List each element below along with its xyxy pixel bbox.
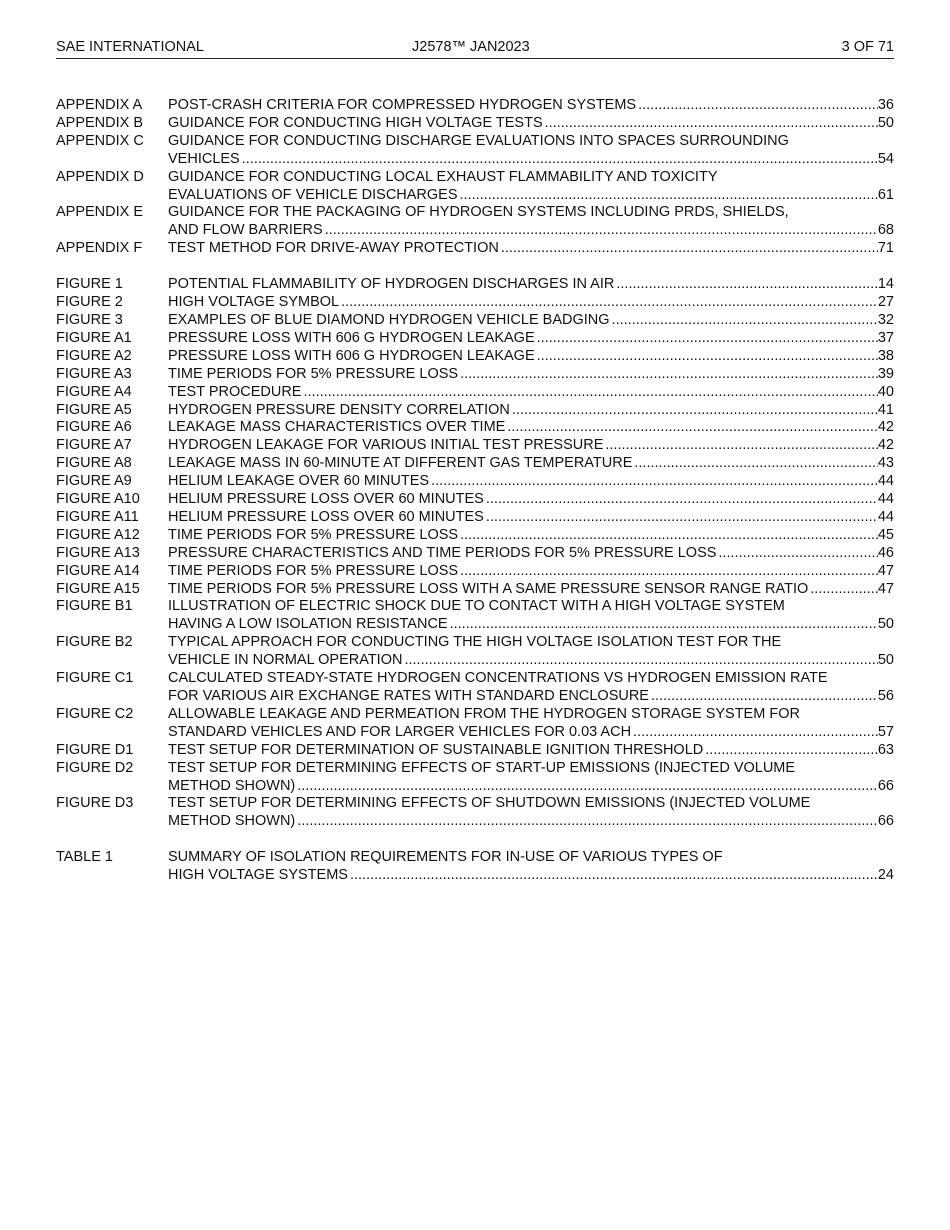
toc-entry — [56, 240, 894, 258]
toc-entry — [56, 204, 894, 240]
dot-leader — [484, 509, 878, 527]
toc-entry-body — [168, 509, 894, 527]
dot-leader — [301, 384, 877, 402]
toc-entry-label: FIGURE 3 — [56, 311, 123, 328]
toc-entry-last-line — [168, 348, 894, 366]
toc-entry-label: FIGURE D3 — [56, 795, 134, 812]
toc-entry-body — [168, 634, 894, 670]
toc-entry-body — [168, 491, 894, 509]
toc-entry — [56, 419, 894, 437]
toc-entry — [56, 670, 894, 706]
toc-entry-last-line — [168, 867, 894, 885]
toc-entry-last-line — [168, 366, 894, 384]
toc-entry-label: APPENDIX F — [56, 240, 143, 257]
toc-entry — [56, 402, 894, 420]
toc-entry-title-line: PRESSURE CHARACTERISTICS AND TIME PERIODS FOR 5% PRESSURE LOSS — [168, 544, 717, 561]
toc-entry-title-line: EVALUATIONS OF VEHICLE DISCHARGES — [168, 186, 458, 203]
toc-entry — [56, 312, 894, 330]
toc-entry-label: TABLE 1 — [56, 849, 113, 866]
toc-entry-body — [168, 240, 894, 258]
dot-leader — [323, 222, 878, 240]
dot-leader — [716, 545, 877, 563]
toc-entry-label: FIGURE 1 — [56, 276, 123, 293]
toc-entry-last-line — [168, 419, 894, 437]
toc-entry-label: APPENDIX D — [56, 168, 144, 185]
toc-entry-last-line — [168, 616, 894, 634]
dot-leader — [614, 276, 878, 294]
toc-entry-body — [168, 849, 894, 885]
toc-entry-body — [168, 384, 894, 402]
toc-entry-label: FIGURE A13 — [56, 544, 140, 561]
toc-entry — [56, 276, 894, 294]
toc-entry — [56, 491, 894, 509]
table-of-contents — [56, 97, 894, 903]
toc-entry-page-number: 45 — [877, 526, 894, 543]
dot-leader — [543, 115, 878, 133]
toc-entry-label: FIGURE A11 — [56, 508, 139, 525]
toc-entry — [56, 795, 894, 831]
toc-entry-title-line: GUIDANCE FOR THE PACKAGING OF HYDROGEN SYSTEMS INCLUDING PRDS, SHIELDS, — [168, 204, 789, 221]
toc-entry-page-number: 46 — [877, 544, 894, 561]
toc-entry — [56, 473, 894, 491]
toc-entry-title-line: HYDROGEN PRESSURE DENSITY CORRELATION — [168, 401, 510, 418]
toc-entry-body — [168, 169, 894, 205]
toc-entry-page-number: 36 — [877, 97, 894, 113]
dot-leader — [339, 294, 878, 312]
toc-entry-page-number: 42 — [877, 419, 894, 436]
toc-entry-last-line — [168, 724, 894, 742]
toc-entry-page-number: 27 — [877, 294, 894, 311]
dot-leader — [632, 455, 877, 473]
header-organization: SAE INTERNATIONAL — [56, 39, 204, 55]
toc-entry-title-line: POST-CRASH CRITERIA FOR COMPRESSED HYDROGEN SYSTEMS — [168, 97, 637, 113]
dot-leader — [448, 616, 878, 634]
toc-entry-page-number: 32 — [877, 311, 894, 328]
dot-leader — [603, 437, 877, 455]
toc-group-figures — [56, 276, 894, 831]
toc-entry-body — [168, 294, 894, 312]
toc-entry-page-number: 42 — [877, 437, 894, 454]
toc-entry-page-number: 71 — [877, 240, 894, 257]
toc-entry-page-number: 68 — [877, 222, 894, 239]
dot-leader — [703, 742, 878, 760]
toc-entry — [56, 115, 894, 133]
toc-entry-last-line — [168, 455, 894, 473]
dot-leader — [240, 151, 878, 169]
dot-leader — [505, 419, 878, 437]
toc-entry-last-line — [168, 742, 894, 760]
toc-entry-last-line — [168, 778, 894, 796]
toc-entry-title-line: TEST SETUP FOR DETERMINING EFFECTS OF START-UP EMISSIONS (INJECTED VOLUME — [168, 759, 796, 776]
toc-entry-label: FIGURE A3 — [56, 365, 132, 382]
toc-entry-body — [168, 312, 894, 330]
toc-entry-label: FIGURE D2 — [56, 759, 134, 776]
toc-entry-last-line — [168, 527, 894, 545]
toc-entry-label: APPENDIX C — [56, 132, 144, 149]
toc-entry-page-number: 47 — [877, 562, 894, 579]
toc-entry-label: FIGURE A14 — [56, 562, 140, 579]
dot-leader — [429, 473, 878, 491]
toc-entry — [56, 169, 894, 205]
toc-entry-body — [168, 670, 894, 706]
toc-entry-title-line: HELIUM PRESSURE LOSS OVER 60 MINUTES — [168, 491, 484, 508]
toc-entry-label: FIGURE A4 — [56, 383, 132, 400]
toc-entry-page-number: 66 — [877, 777, 894, 794]
toc-entry-last-line — [168, 312, 894, 330]
toc-entry-label: FIGURE C2 — [56, 705, 134, 722]
toc-entry-title-line: TEST METHOD FOR DRIVE-AWAY PROTECTION — [168, 240, 499, 257]
toc-entry-body — [168, 742, 894, 760]
toc-entry-title-line: TEST SETUP FOR DETERMINATION OF SUSTAINABLE IGNITION THRESHOLD — [168, 741, 704, 758]
dot-leader — [402, 652, 877, 670]
dot-leader — [458, 187, 878, 205]
toc-entry-label: FIGURE B2 — [56, 634, 133, 651]
toc-entry-last-line — [168, 97, 894, 115]
toc-entry-last-line — [168, 151, 894, 169]
toc-entry-last-line — [168, 384, 894, 402]
toc-entry-last-line — [168, 330, 894, 348]
toc-entry-body — [168, 455, 894, 473]
toc-entry-title-line: TIME PERIODS FOR 5% PRESSURE LOSS — [168, 365, 459, 382]
toc-entry-page-number: 38 — [877, 347, 894, 364]
toc-entry-page-number: 37 — [877, 329, 894, 346]
toc-entry-page-number: 41 — [877, 401, 894, 418]
toc-entry-title-line: STANDARD VEHICLES AND FOR LARGER VEHICLES FOR 0.03 ACH — [168, 723, 632, 740]
toc-entry-title-line: HIGH VOLTAGE SYMBOL — [168, 294, 340, 311]
toc-entry-page-number: 56 — [877, 688, 894, 704]
toc-group-appendices — [56, 97, 894, 258]
dot-leader — [535, 330, 878, 348]
toc-entry — [56, 366, 894, 384]
toc-entry-last-line — [168, 240, 894, 258]
toc-entry-title-line: GUIDANCE FOR CONDUCTING HIGH VOLTAGE TESTS — [168, 114, 543, 131]
toc-entry-last-line — [168, 509, 894, 527]
dot-leader — [458, 366, 878, 384]
toc-entry-label: FIGURE B1 — [56, 598, 133, 615]
page-header — [56, 38, 894, 59]
toc-entry-body — [168, 581, 894, 599]
dot-leader — [636, 97, 878, 115]
toc-entry — [56, 581, 894, 599]
toc-entry-last-line — [168, 581, 894, 599]
toc-entry-last-line — [168, 545, 894, 563]
toc-entry-title-line: AND FLOW BARRIERS — [168, 222, 323, 239]
toc-entry — [56, 330, 894, 348]
dot-leader — [295, 813, 878, 831]
toc-entry-body — [168, 115, 894, 133]
toc-entry-page-number: 54 — [877, 150, 894, 167]
toc-entry — [56, 384, 894, 402]
toc-entry-last-line — [168, 402, 894, 420]
toc-entry-page-number: 43 — [877, 455, 894, 472]
dot-leader — [535, 348, 878, 366]
header-page-number: 3 OF 71 — [841, 39, 894, 55]
toc-entry — [56, 742, 894, 760]
toc-entry — [56, 849, 894, 885]
toc-entry-last-line — [168, 187, 894, 205]
toc-entry-label: FIGURE A2 — [56, 347, 132, 364]
toc-entry-last-line — [168, 115, 894, 133]
toc-entry-page-number: 50 — [877, 616, 894, 633]
toc-entry-page-number: 50 — [877, 652, 894, 669]
toc-entry — [56, 97, 894, 115]
toc-entry-label: FIGURE A5 — [56, 401, 132, 418]
toc-entry-page-number: 57 — [877, 723, 894, 740]
toc-entry — [56, 563, 894, 581]
toc-entry — [56, 455, 894, 473]
toc-entry-title-line: TEST SETUP FOR DETERMINING EFFECTS OF SHUTDOWN EMISSIONS (INJECTED VOLUME — [168, 795, 811, 812]
toc-entry-title-line: FOR VARIOUS AIR EXCHANGE RATES WITH STANDARD ENCLOSURE — [168, 688, 649, 704]
toc-entry-label: FIGURE A10 — [56, 491, 140, 508]
toc-entry-page-number: 66 — [877, 813, 894, 830]
toc-entry — [56, 133, 894, 169]
toc-entry-page-number: 40 — [877, 383, 894, 400]
toc-entry — [56, 437, 894, 455]
toc-entry-page-number: 14 — [877, 276, 894, 293]
dot-leader — [295, 778, 878, 796]
toc-entry-body — [168, 760, 894, 796]
toc-entry-title-line: TIME PERIODS FOR 5% PRESSURE LOSS WITH A SAME PRESSURE SENSOR RANGE RATIO — [168, 580, 809, 597]
toc-entry-body — [168, 348, 894, 366]
toc-entry-title-line: POTENTIAL FLAMMABILITY OF HYDROGEN DISCHARGES IN AIR — [168, 276, 615, 293]
toc-entry-page-number: 63 — [877, 741, 894, 758]
toc-entry-page-number: 24 — [877, 867, 894, 884]
dot-leader — [348, 867, 878, 885]
toc-entry-title-line: HELIUM PRESSURE LOSS OVER 60 MINUTES — [168, 508, 484, 525]
toc-entry-page-number: 39 — [877, 365, 894, 382]
toc-entry — [56, 634, 894, 670]
toc-entry-title-line: HELIUM LEAKAGE OVER 60 MINUTES — [168, 473, 430, 490]
toc-entry-title-line: LEAKAGE MASS CHARACTERISTICS OVER TIME — [168, 419, 506, 436]
toc-entry-title-line: GUIDANCE FOR CONDUCTING DISCHARGE EVALUATIONS INTO SPACES SURROUNDING — [168, 132, 789, 149]
toc-entry-title-line: GUIDANCE FOR CONDUCTING LOCAL EXHAUST FLAMMABILITY AND TOXICITY — [168, 168, 718, 185]
dot-leader — [631, 724, 878, 742]
toc-entry-label: FIGURE D1 — [56, 741, 134, 758]
toc-entry-title-line: HYDROGEN LEAKAGE FOR VARIOUS INITIAL TEST PRESSURE — [168, 437, 604, 454]
toc-entry — [56, 706, 894, 742]
toc-entry-title-line: LEAKAGE MASS IN 60-MINUTE AT DIFFERENT GAS TEMPERATURE — [168, 455, 633, 472]
toc-entry-body — [168, 563, 894, 581]
toc-entry-label: FIGURE 2 — [56, 294, 123, 311]
toc-entry-last-line — [168, 652, 894, 670]
toc-entry-body — [168, 473, 894, 491]
toc-entry-label: APPENDIX E — [56, 204, 144, 221]
toc-entry-last-line — [168, 688, 894, 706]
toc-entry-last-line — [168, 276, 894, 294]
toc-entry — [56, 509, 894, 527]
toc-entry-body — [168, 545, 894, 563]
dot-leader — [510, 402, 878, 420]
toc-entry — [56, 545, 894, 563]
toc-entry-title-line: PRESSURE LOSS WITH 606 G HYDROGEN LEAKAGE — [168, 329, 535, 346]
toc-entry-title-line: HIGH VOLTAGE SYSTEMS — [168, 867, 348, 884]
toc-entry-title-line: TIME PERIODS FOR 5% PRESSURE LOSS — [168, 562, 459, 579]
toc-entry-last-line — [168, 294, 894, 312]
toc-entry-label: FIGURE A12 — [56, 526, 140, 543]
header-document-id: J2578™ JAN2023 — [412, 39, 530, 55]
toc-entry-page-number: 61 — [877, 186, 894, 203]
dot-leader — [610, 312, 878, 330]
toc-entry-body — [168, 527, 894, 545]
toc-entry — [56, 527, 894, 545]
toc-entry-label: FIGURE A6 — [56, 419, 132, 436]
toc-entry-body — [168, 366, 894, 384]
toc-entry-title-line: SUMMARY OF ISOLATION REQUIREMENTS FOR IN-USE OF VARIOUS TYPES OF — [168, 849, 723, 866]
toc-entry-title-line: VEHICLE IN NORMAL OPERATION — [168, 652, 403, 669]
toc-entry-body — [168, 402, 894, 420]
toc-entry-body — [168, 795, 894, 831]
toc-entry-last-line — [168, 473, 894, 491]
dot-leader — [458, 527, 878, 545]
toc-entry-title-line: ALLOWABLE LEAKAGE AND PERMEATION FROM THE HYDROGEN STORAGE SYSTEM FOR — [168, 705, 800, 722]
dot-leader — [808, 581, 878, 599]
toc-entry-body — [168, 598, 894, 634]
toc-entry-body — [168, 419, 894, 437]
dot-leader — [649, 688, 878, 706]
toc-entry-title-line: HAVING A LOW ISOLATION RESISTANCE — [168, 616, 448, 633]
toc-entry — [56, 348, 894, 366]
toc-entry-title-line: METHOD SHOWN) — [168, 777, 296, 794]
toc-entry-last-line — [168, 437, 894, 455]
toc-entry-last-line — [168, 491, 894, 509]
toc-entry-page-number: 44 — [877, 491, 894, 508]
toc-group-tables — [56, 849, 894, 885]
toc-entry-label: APPENDIX B — [56, 114, 144, 131]
toc-entry-body — [168, 204, 894, 240]
toc-entry-body — [168, 437, 894, 455]
toc-entry-last-line — [168, 813, 894, 831]
toc-entry — [56, 598, 894, 634]
toc-entry-title-line: CALCULATED STEADY-STATE HYDROGEN CONCENTRATIONS VS HYDROGEN EMISSION RATE — [168, 670, 828, 687]
toc-entry-label: APPENDIX A — [56, 97, 143, 113]
toc-entry-title-line: EXAMPLES OF BLUE DIAMOND HYDROGEN VEHICLE BADGING — [168, 311, 610, 328]
toc-entry — [56, 294, 894, 312]
toc-entry-page-number: 44 — [877, 508, 894, 525]
toc-entry-title-line: ILLUSTRATION OF ELECTRIC SHOCK DUE TO CONTACT WITH A HIGH VOLTAGE SYSTEM — [168, 598, 785, 615]
toc-entry-body — [168, 276, 894, 294]
dot-leader — [484, 491, 878, 509]
toc-entry-last-line — [168, 222, 894, 240]
toc-entry-title-line: TYPICAL APPROACH FOR CONDUCTING THE HIGH VOLTAGE ISOLATION TEST FOR THE — [168, 634, 782, 651]
toc-entry-label: FIGURE A9 — [56, 473, 132, 490]
toc-entry-title-line: TIME PERIODS FOR 5% PRESSURE LOSS — [168, 526, 459, 543]
toc-entry-label: FIGURE A7 — [56, 437, 132, 454]
toc-entry-body — [168, 330, 894, 348]
toc-entry-title-line: METHOD SHOWN) — [168, 813, 296, 830]
toc-entry-label: FIGURE C1 — [56, 670, 134, 687]
toc-entry-last-line — [168, 563, 894, 581]
dot-leader — [458, 563, 878, 581]
toc-entry-body — [168, 706, 894, 742]
toc-entry — [56, 760, 894, 796]
toc-entry-label: FIGURE A15 — [56, 580, 140, 597]
toc-entry-page-number: 50 — [877, 114, 894, 131]
toc-entry-title-line: VEHICLES — [168, 150, 240, 167]
toc-entry-label: FIGURE A1 — [56, 329, 132, 346]
toc-entry-label: FIGURE A8 — [56, 455, 132, 472]
toc-entry-body — [168, 133, 894, 169]
toc-entry-title-line: PRESSURE LOSS WITH 606 G HYDROGEN LEAKAGE — [168, 347, 535, 364]
toc-entry-page-number: 47 — [877, 580, 894, 597]
toc-entry-body — [168, 97, 894, 115]
toc-entry-page-number: 44 — [877, 473, 894, 490]
toc-entry-title-line: TEST PROCEDURE — [168, 383, 302, 400]
dot-leader — [499, 240, 878, 258]
